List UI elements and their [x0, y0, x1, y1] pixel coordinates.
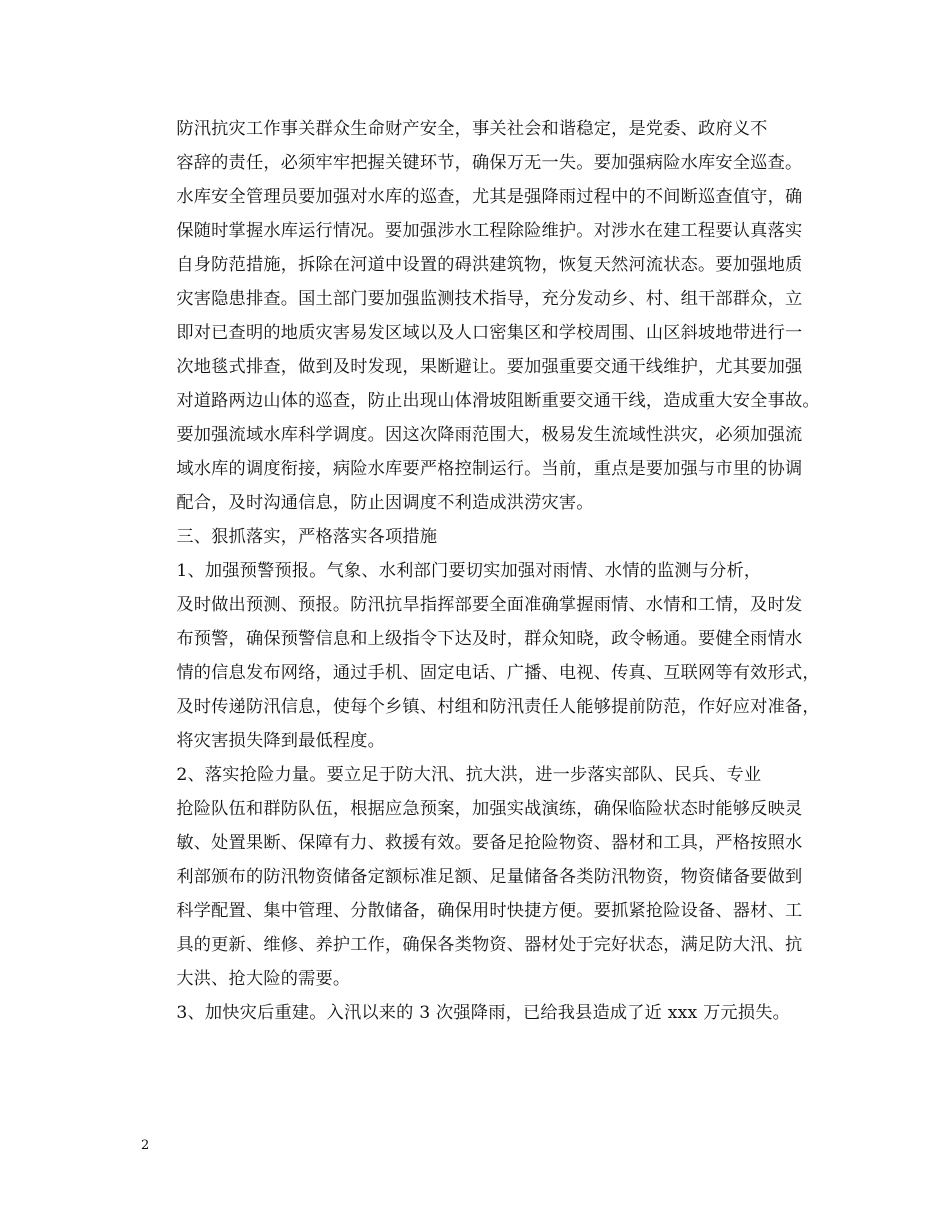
text-line: 容辞的责任，必须牢牢把握关键环节，确保万无一失。要加强病险水库安全巡查。	[176, 153, 803, 173]
paragraph-rescue-forces	[142, 758, 832, 996]
text-line: 要加强流域水库科学调度。因这次降雨范围大，极易发生流域性洪灾，必须加强流	[176, 425, 803, 445]
text-line: 2、落实抢险力量。要立足于防大汛、抗大洪，进一步落实部队、民兵、专业	[176, 765, 762, 785]
text-line: 情的信息发布网络，通过手机、固定电话、广播、电视、传真、互联网等有效形式，	[176, 663, 820, 683]
text-line: 及时传递防汛信息，使每个乡镇、村组和防汛责任人能够提前防范，作好应对准备，	[176, 697, 820, 717]
text-line: 对道路两边山体的巡查，防止出现山体滑坡阻断重要交通干线，造成重大安全事故。	[176, 391, 820, 411]
text-line: 科学配置、集中管理、分散储备，确保用时快捷方便。要抓紧抢险设备、器材、工	[176, 901, 803, 921]
text-line: 次地毯式排查，做到及时发现，果断避让。要加强重要交通干线维护，尤其要加强	[176, 357, 803, 377]
text-line: 3、加快灾后重建。入汛以来的 3 次强降雨，已给我县造成了近 xxx 万元损失。	[176, 1003, 791, 1023]
section-heading-three	[142, 520, 832, 554]
text-line: 布预警，确保预警信息和上级指令下达及时，群众知晓，政令畅通。要健全雨情水	[176, 629, 803, 649]
text-line: 防汛抗灾工作事关群众生命财产安全，事关社会和谐稳定，是党委、政府义不	[176, 119, 768, 139]
text-line: 1、加强预警预报。气象、水利部门要切实加强对雨情、水情的监测与分析，	[176, 561, 762, 581]
text-line: 配合，及时沟通信息，防止因调度不利造成洪涝灾害。	[176, 493, 594, 513]
paragraph-reservoir-safety	[142, 112, 832, 520]
text-line: 域水库的调度衔接，病险水库要严格控制运行。当前，重点是要加强与市里的协调	[176, 459, 803, 479]
document-body	[142, 112, 832, 1030]
text-line: 水库安全管理员要加强对水库的巡查，尤其是强降雨过程中的不间断巡查值守，确	[176, 187, 803, 207]
text-line: 自身防范措施，拆除在河道中设置的碍洪建筑物，恢复天然河流状态。要加强地质	[176, 255, 803, 275]
text-line: 即对已查明的地质灾害易发区域以及人口密集区和学校周围、山区斜坡地带进行一	[176, 323, 803, 343]
text-line: 敏、处置果断、保障有力、救援有效。要备足抢险物资、器材和工具，严格按照水	[176, 833, 803, 853]
paragraph-warning-forecast	[142, 554, 832, 758]
text-line: 将灾害损失降到最低程度。	[176, 731, 386, 751]
text-line: 利部颁布的防汛物资储备定额标准足额、足量储备各类防汛物资，物资储备要做到	[176, 867, 803, 887]
text-line: 抢险队伍和群防队伍，根据应急预案，加强实战演练，确保临险状态时能够反映灵	[176, 799, 803, 819]
page-number: 2	[141, 1138, 150, 1153]
text-line: 具的更新、维修、养护工作，确保各类物资、器材处于完好状态，满足防大汛、抗	[176, 935, 803, 955]
text-line: 保随时掌握水库运行情况。要加强涉水工程除险维护。对涉水在建工程要认真落实	[176, 221, 803, 241]
text-line: 大洪、抢大险的需要。	[176, 969, 351, 989]
text-line: 灾害隐患排查。国土部门要加强监测技术指导，充分发动乡、村、组干部群众，立	[176, 289, 803, 309]
text-line: 及时做出预测、预报。防汛抗旱指挥部要全面准确掌握雨情、水情和工情，及时发	[176, 595, 803, 615]
text-line: 三、狠抓落实，严格落实各项措施	[176, 527, 438, 547]
paragraph-reconstruction	[142, 996, 832, 1030]
